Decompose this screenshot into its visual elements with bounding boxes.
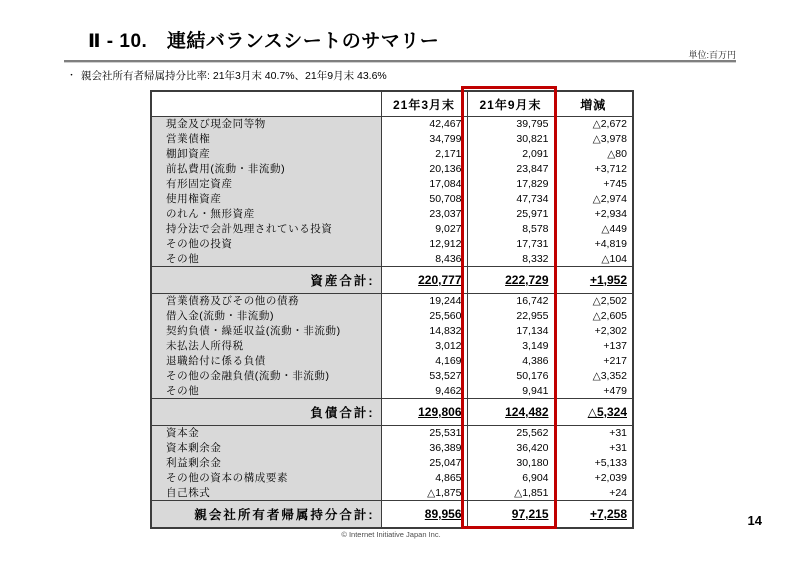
value-march-end: 89,956 xyxy=(381,501,467,528)
value-september-end: 22,955 xyxy=(467,309,554,324)
value-march-end: 25,531 xyxy=(381,426,467,441)
value-change: +24 xyxy=(554,486,633,501)
value-change: +137 xyxy=(554,339,633,354)
row-label: その他 xyxy=(151,384,381,399)
value-march-end: 220,777 xyxy=(381,267,467,294)
value-march-end: 50,708 xyxy=(381,192,467,207)
value-change: △104 xyxy=(554,252,633,267)
row-label: 負債合計: xyxy=(151,399,381,426)
equity-ratio-text: 親会社所有者帰属持分比率: 21年3月末 40.7%、21年9月末 43.6% xyxy=(81,70,387,82)
row-label: その他 xyxy=(151,252,381,267)
row-label: 資産合計: xyxy=(151,267,381,294)
balance-sheet-table xyxy=(150,90,634,529)
value-march-end: 4,865 xyxy=(381,471,467,486)
value-march-end: △1,875 xyxy=(381,486,467,501)
table-row xyxy=(151,252,633,267)
value-change: +745 xyxy=(554,177,633,192)
value-march-end: 4,169 xyxy=(381,354,467,369)
value-change: △80 xyxy=(554,147,633,162)
value-change: +3,712 xyxy=(554,162,633,177)
value-change: △3,978 xyxy=(554,132,633,147)
row-label: のれん・無形資産 xyxy=(151,207,381,222)
row-label: 使用権資産 xyxy=(151,192,381,207)
value-change: +2,934 xyxy=(554,207,633,222)
value-change: △3,352 xyxy=(554,369,633,384)
row-label: 有形固定資産 xyxy=(151,177,381,192)
value-september-end: 30,180 xyxy=(467,456,554,471)
row-label: 営業債務及びその他の債務 xyxy=(151,294,381,309)
row-label: 未払法人所得税 xyxy=(151,339,381,354)
table-row xyxy=(151,192,633,207)
value-september-end: 25,562 xyxy=(467,426,554,441)
value-march-end: 36,389 xyxy=(381,441,467,456)
table-row xyxy=(151,162,633,177)
table-row xyxy=(151,339,633,354)
value-change: +217 xyxy=(554,354,633,369)
value-september-end: 23,847 xyxy=(467,162,554,177)
value-march-end: 8,436 xyxy=(381,252,467,267)
table-row xyxy=(151,177,633,192)
header-march-end: 21年3月末 xyxy=(381,91,467,117)
value-march-end: 42,467 xyxy=(381,117,467,132)
value-march-end: 53,527 xyxy=(381,369,467,384)
value-september-end: 39,795 xyxy=(467,117,554,132)
value-september-end: 124,482 xyxy=(467,399,554,426)
table-row xyxy=(151,294,633,309)
value-march-end: 3,012 xyxy=(381,339,467,354)
row-label: 親会社所有者帰属持分合計: xyxy=(151,501,381,528)
value-september-end: 6,904 xyxy=(467,471,554,486)
row-label: その他の投資 xyxy=(151,237,381,252)
value-change: +7,258 xyxy=(554,501,633,528)
page-title: Ⅱ - 10. 連結バランスシートのサマリー xyxy=(88,31,440,52)
total-row xyxy=(151,267,633,294)
equity-ratio-note xyxy=(67,68,387,83)
table-row xyxy=(151,369,633,384)
value-september-end: 36,420 xyxy=(467,441,554,456)
value-change: △449 xyxy=(554,222,633,237)
table-body xyxy=(151,117,633,528)
table-row xyxy=(151,207,633,222)
value-change: +31 xyxy=(554,426,633,441)
value-march-end: 20,136 xyxy=(381,162,467,177)
value-march-end: 12,912 xyxy=(381,237,467,252)
value-march-end: 17,084 xyxy=(381,177,467,192)
value-change: △2,605 xyxy=(554,309,633,324)
row-label: 借入金(流動・非流動) xyxy=(151,309,381,324)
table-row xyxy=(151,456,633,471)
value-march-end: 23,037 xyxy=(381,207,467,222)
row-label: 持分法で会計処理されている投資 xyxy=(151,222,381,237)
row-label: 営業債権 xyxy=(151,132,381,147)
title-divider xyxy=(64,60,736,63)
value-september-end: 16,742 xyxy=(467,294,554,309)
header-empty xyxy=(151,91,381,117)
value-change: +31 xyxy=(554,441,633,456)
value-september-end: 50,176 xyxy=(467,369,554,384)
table-row xyxy=(151,324,633,339)
value-september-end: 30,821 xyxy=(467,132,554,147)
page-number: 14 xyxy=(747,513,762,528)
table-row xyxy=(151,486,633,501)
value-march-end: 25,560 xyxy=(381,309,467,324)
unit-note: 単位:百万円 xyxy=(688,50,736,60)
value-september-end: 47,734 xyxy=(467,192,554,207)
value-march-end: 9,027 xyxy=(381,222,467,237)
row-label: 前払費用(流動・非流動) xyxy=(151,162,381,177)
row-label: その他の資本の構成要素 xyxy=(151,471,381,486)
value-change: +4,819 xyxy=(554,237,633,252)
row-label: 退職給付に係る負債 xyxy=(151,354,381,369)
copyright-footer: © Internet Initiative Japan Inc. xyxy=(341,530,441,539)
table-header-row xyxy=(151,91,633,117)
table-row xyxy=(151,426,633,441)
value-september-end: △1,851 xyxy=(467,486,554,501)
value-change: △2,672 xyxy=(554,117,633,132)
total-row xyxy=(151,399,633,426)
value-september-end: 17,731 xyxy=(467,237,554,252)
table-row xyxy=(151,117,633,132)
value-september-end: 9,941 xyxy=(467,384,554,399)
value-september-end: 8,578 xyxy=(467,222,554,237)
table-row xyxy=(151,309,633,324)
value-march-end: 19,244 xyxy=(381,294,467,309)
table-row xyxy=(151,441,633,456)
value-change: +479 xyxy=(554,384,633,399)
value-september-end: 222,729 xyxy=(467,267,554,294)
row-label: 資本金 xyxy=(151,426,381,441)
header-september-end: 21年9月末 xyxy=(467,91,554,117)
value-change: △2,502 xyxy=(554,294,633,309)
value-september-end: 17,134 xyxy=(467,324,554,339)
value-change: △2,974 xyxy=(554,192,633,207)
table-row xyxy=(151,132,633,147)
value-march-end: 34,799 xyxy=(381,132,467,147)
value-september-end: 25,971 xyxy=(467,207,554,222)
bullet-icon: ・ xyxy=(67,70,77,80)
value-change: +2,302 xyxy=(554,324,633,339)
table-row xyxy=(151,147,633,162)
total-row xyxy=(151,501,633,528)
row-label: 棚卸資産 xyxy=(151,147,381,162)
value-change: +1,952 xyxy=(554,267,633,294)
row-label: 自己株式 xyxy=(151,486,381,501)
value-change: +5,133 xyxy=(554,456,633,471)
table-row xyxy=(151,384,633,399)
row-label: 現金及び現金同等物 xyxy=(151,117,381,132)
value-march-end: 25,047 xyxy=(381,456,467,471)
table-row xyxy=(151,222,633,237)
value-change: +2,039 xyxy=(554,471,633,486)
value-september-end: 8,332 xyxy=(467,252,554,267)
value-march-end: 129,806 xyxy=(381,399,467,426)
table-row xyxy=(151,471,633,486)
value-september-end: 2,091 xyxy=(467,147,554,162)
row-label: 資本剰余金 xyxy=(151,441,381,456)
table-row xyxy=(151,354,633,369)
value-september-end: 17,829 xyxy=(467,177,554,192)
row-label: 契約負債・繰延収益(流動・非流動) xyxy=(151,324,381,339)
value-march-end: 14,832 xyxy=(381,324,467,339)
value-march-end: 2,171 xyxy=(381,147,467,162)
value-march-end: 9,462 xyxy=(381,384,467,399)
header-change: 増減 xyxy=(554,91,633,117)
value-september-end: 4,386 xyxy=(467,354,554,369)
row-label: 利益剰余金 xyxy=(151,456,381,471)
row-label: その他の金融負債(流動・非流動) xyxy=(151,369,381,384)
value-september-end: 3,149 xyxy=(467,339,554,354)
value-september-end: 97,215 xyxy=(467,501,554,528)
table-row xyxy=(151,237,633,252)
value-change: △5,324 xyxy=(554,399,633,426)
